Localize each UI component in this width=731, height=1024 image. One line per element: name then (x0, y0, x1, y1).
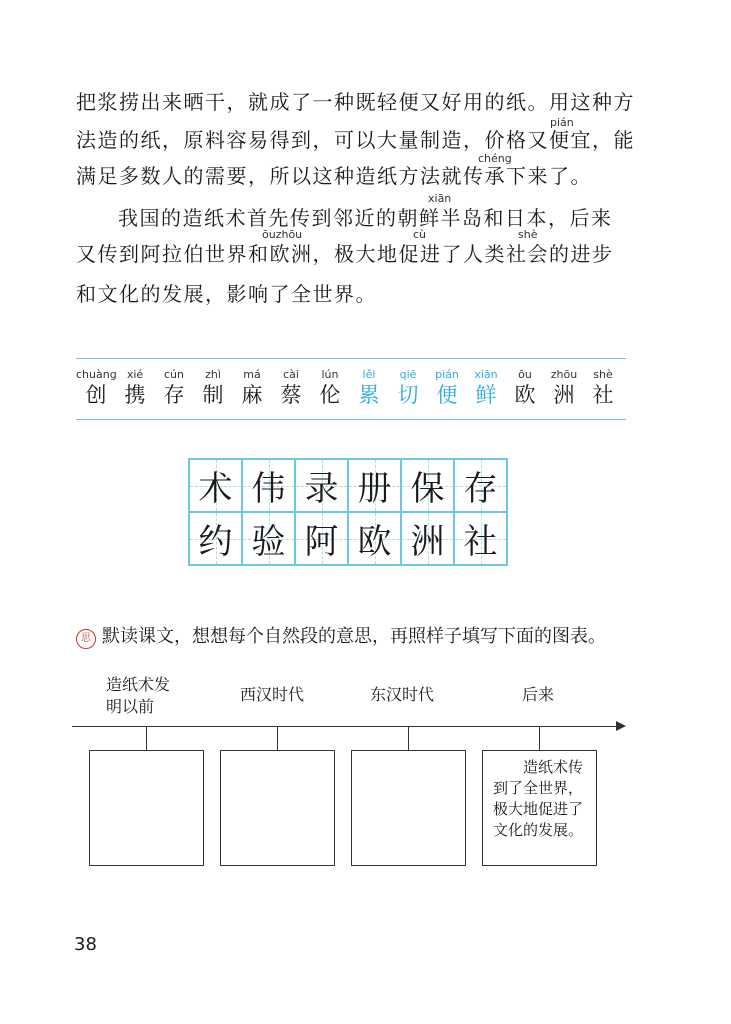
vocab-hanzi: 存 (163, 383, 185, 407)
grid-character: 存 (463, 469, 498, 509)
vocab-item (271, 367, 311, 408)
paragraph-line: 又传到阿拉伯世界和欧洲，极大地促进了人类社会的进步 (76, 242, 614, 266)
vocab-hanzi: 伦 (319, 383, 341, 407)
pinyin-annotation: cù (413, 228, 427, 241)
vocab-pinyin: shè (593, 368, 613, 381)
page-number: 38 (74, 934, 97, 955)
vocab-pinyin: pián (435, 368, 459, 381)
grid-cell (348, 512, 401, 565)
grid-cell (242, 512, 295, 565)
paragraph-line: 把浆捞出来晒干，就成了一种既轻便又好用的纸。用这种方 (76, 90, 635, 114)
sample-answer-text: 造纸术传到了全世界，极大地促进了文化的发展。 (493, 758, 584, 839)
vocab-pinyin: xié (126, 368, 144, 381)
pinyin-annotation: pián (550, 116, 574, 129)
timeline-tick (539, 726, 540, 750)
answer-text (90, 751, 203, 757)
grid-character: 洲 (410, 522, 445, 562)
vocab-item (505, 367, 545, 408)
vocab-item (76, 367, 116, 408)
vocab-item (115, 367, 155, 408)
vocab-pinyin: cài (283, 368, 299, 381)
timeline-tick (408, 726, 409, 750)
vocab-hanzi: 制 (202, 383, 224, 407)
vocab-pinyin: zhì (205, 368, 221, 381)
arrow-right-icon (616, 721, 626, 731)
timeline-tick (146, 726, 147, 750)
vocab-pinyin: lún (321, 368, 339, 381)
vocab-item-highlighted (388, 367, 428, 408)
paragraph-line: 我国的造纸术首先传到邻近的朝鲜半岛和日本，后来 (118, 206, 613, 230)
grid-cell (348, 459, 401, 512)
vocab-pinyin: xiān (474, 368, 498, 381)
vocab-item (154, 367, 194, 408)
era-label-line: 造纸术发 (106, 675, 171, 694)
grid-cell (295, 459, 348, 512)
vocab-hanzi: 蔡 (280, 383, 302, 407)
era-label (370, 684, 434, 706)
timeline-tick (277, 726, 278, 750)
answer-box[interactable] (351, 750, 466, 866)
era-label (240, 684, 304, 706)
vocab-pinyin: qiē (399, 368, 417, 381)
era-label (522, 684, 554, 706)
grid-character: 术 (198, 469, 233, 509)
vocab-pinyin: má (243, 368, 261, 381)
era-label-line: 明以前 (106, 697, 155, 716)
vocab-hanzi: 麻 (241, 383, 263, 407)
vocab-item-highlighted (349, 367, 389, 408)
vocab-item (193, 367, 233, 408)
pinyin-annotation: chéng (478, 152, 512, 165)
vocab-pinyin: lěi (362, 368, 376, 381)
exercise-instruction (76, 622, 606, 649)
paragraph-line: 和文化的发展，影响了全世界。 (76, 282, 377, 306)
paragraph-line: 法造的纸，原料容易得到，可以大量制造，价格又便宜，能 (76, 128, 635, 152)
pinyin-annotation: ōuzhōu (262, 228, 303, 241)
grid-cell (454, 512, 507, 565)
grid-cell (401, 512, 454, 565)
vocab-item (544, 367, 584, 408)
vocab-hanzi: 便 (436, 383, 458, 407)
answer-text (221, 751, 334, 757)
paragraph-line: 满足多数人的需要，所以这种造纸方法就传承下来了。 (76, 164, 592, 188)
grid-character: 录 (304, 469, 339, 509)
answer-box[interactable] (89, 750, 204, 866)
vocab-strip (76, 358, 626, 420)
grid-cell (295, 512, 348, 565)
answer-box-sample (482, 750, 597, 866)
grid-character: 社 (463, 522, 498, 562)
era-label-line: 西汉时代 (240, 685, 305, 704)
answer-text (352, 751, 465, 757)
instruction-text: 默读课文，想想每个自然段的意思，再照样子填写下面的图表。 (102, 626, 606, 647)
vocab-hanzi: 洲 (553, 383, 575, 407)
grid-cell (401, 459, 454, 512)
grid-character: 约 (198, 522, 233, 562)
vocab-hanzi: 累 (358, 383, 380, 407)
vocab-item (310, 367, 350, 408)
era-label-line: 东汉时代 (370, 685, 435, 704)
vocab-item (232, 367, 272, 408)
vocab-item-highlighted (466, 367, 506, 408)
vocab-item-highlighted (427, 367, 467, 408)
vocab-pinyin: cún (164, 368, 184, 381)
vocab-pinyin: zhōu (550, 368, 578, 381)
writing-grid (188, 458, 508, 566)
pinyin-annotation: shè (518, 228, 538, 241)
grid-character: 伟 (251, 469, 286, 509)
vocab-hanzi: 创 (85, 383, 107, 407)
grid-cell (242, 459, 295, 512)
grid-character: 册 (357, 469, 392, 509)
grid-character: 阿 (304, 522, 339, 562)
grid-character: 保 (410, 469, 445, 509)
pinyin-annotation: xiān (428, 192, 452, 205)
grid-character: 验 (251, 522, 286, 562)
era-label (106, 674, 170, 718)
answer-box[interactable] (220, 750, 335, 866)
vocab-pinyin: ōu (518, 368, 532, 381)
seal-icon: 思 (76, 629, 96, 649)
era-label-line: 后来 (522, 685, 555, 704)
vocab-hanzi: 社 (592, 383, 614, 407)
vocab-hanzi: 切 (397, 383, 419, 407)
vocab-hanzi: 携 (124, 383, 146, 407)
grid-cell (189, 512, 242, 565)
vocab-item (583, 367, 623, 408)
vocab-pinyin: chuàng (76, 368, 117, 381)
vocab-hanzi: 鲜 (475, 383, 497, 407)
vocab-hanzi: 欧 (514, 383, 536, 407)
grid-cell (189, 459, 242, 512)
timeline-axis (72, 726, 620, 727)
grid-cell (454, 459, 507, 512)
grid-character: 欧 (357, 522, 392, 562)
